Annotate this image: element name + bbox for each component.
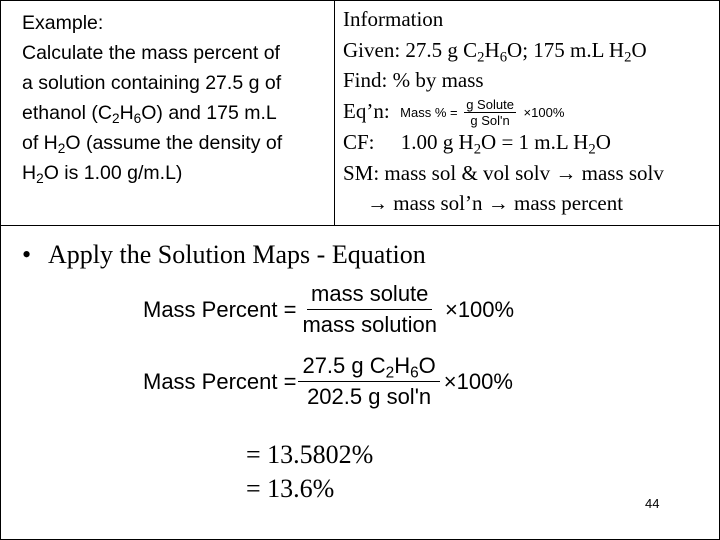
example-line: a solution containing 27.5 g of (22, 72, 282, 94)
page-number: 44 (645, 496, 660, 511)
equation-left: Mass Percent = (143, 296, 297, 322)
result-rounded: = 13.6% (246, 474, 335, 503)
info-equation: Eq’n: Mass % = g Solute g Sol'n ×100% (343, 97, 565, 129)
example-line: of $H_2O$ (assume the density of (22, 132, 283, 157)
example-heading: Example: (22, 12, 104, 34)
equation-tail: ×100% (443, 368, 513, 394)
equation-denominator: mass solution (302, 312, 437, 337)
equation-numerator: 27.5 g $C_2H_6O$ (298, 353, 439, 382)
horizontal-divider (0, 225, 720, 226)
equation-numerator: mass solute (307, 281, 432, 310)
vertical-divider (334, 0, 335, 226)
bullet-text: Apply the Solution Maps - Equation (48, 240, 426, 269)
result-unrounded: = 13.5802% (246, 440, 374, 469)
info-find: Find: % by mass (343, 68, 484, 92)
example-line: Calculate the mass percent of (22, 42, 280, 64)
bullet-icon: • (22, 240, 32, 269)
info-conversion-factor: CF: 1.00 g $H_2O = 1$ m.L $H_2O$ (343, 130, 611, 158)
equation-left: Mass Percent = (143, 368, 297, 394)
bullet-point (22, 240, 426, 270)
info-equation-formula: Mass % = g Solute g Sol'n ×100% (400, 97, 565, 129)
info-solution-map-cont: → mass sol’n → mass percent (367, 191, 624, 216)
substituted-equation (143, 353, 513, 410)
info-title: Information (343, 7, 444, 31)
result-values (246, 438, 373, 506)
equation-fraction (298, 353, 439, 410)
information-panel (343, 4, 715, 219)
equation-fraction (298, 281, 441, 338)
mass-percent-equation (143, 281, 514, 338)
info-given: Given: 27.5 g $C_2H_6O$; 175 m.L $H_2O$ (343, 37, 647, 65)
equation-denominator: 202.5 g sol'n (307, 384, 432, 409)
equation-tail: ×100% (444, 296, 515, 322)
example-line: ethanol $(C_2H_6O)$ and 175 m.L (22, 102, 277, 127)
info-solution-map: SM: mass sol & vol solv → mass solv (343, 160, 664, 185)
example-line: $H_2O$ is 1.00 g/m.L) (22, 162, 183, 187)
example-problem (22, 8, 327, 188)
